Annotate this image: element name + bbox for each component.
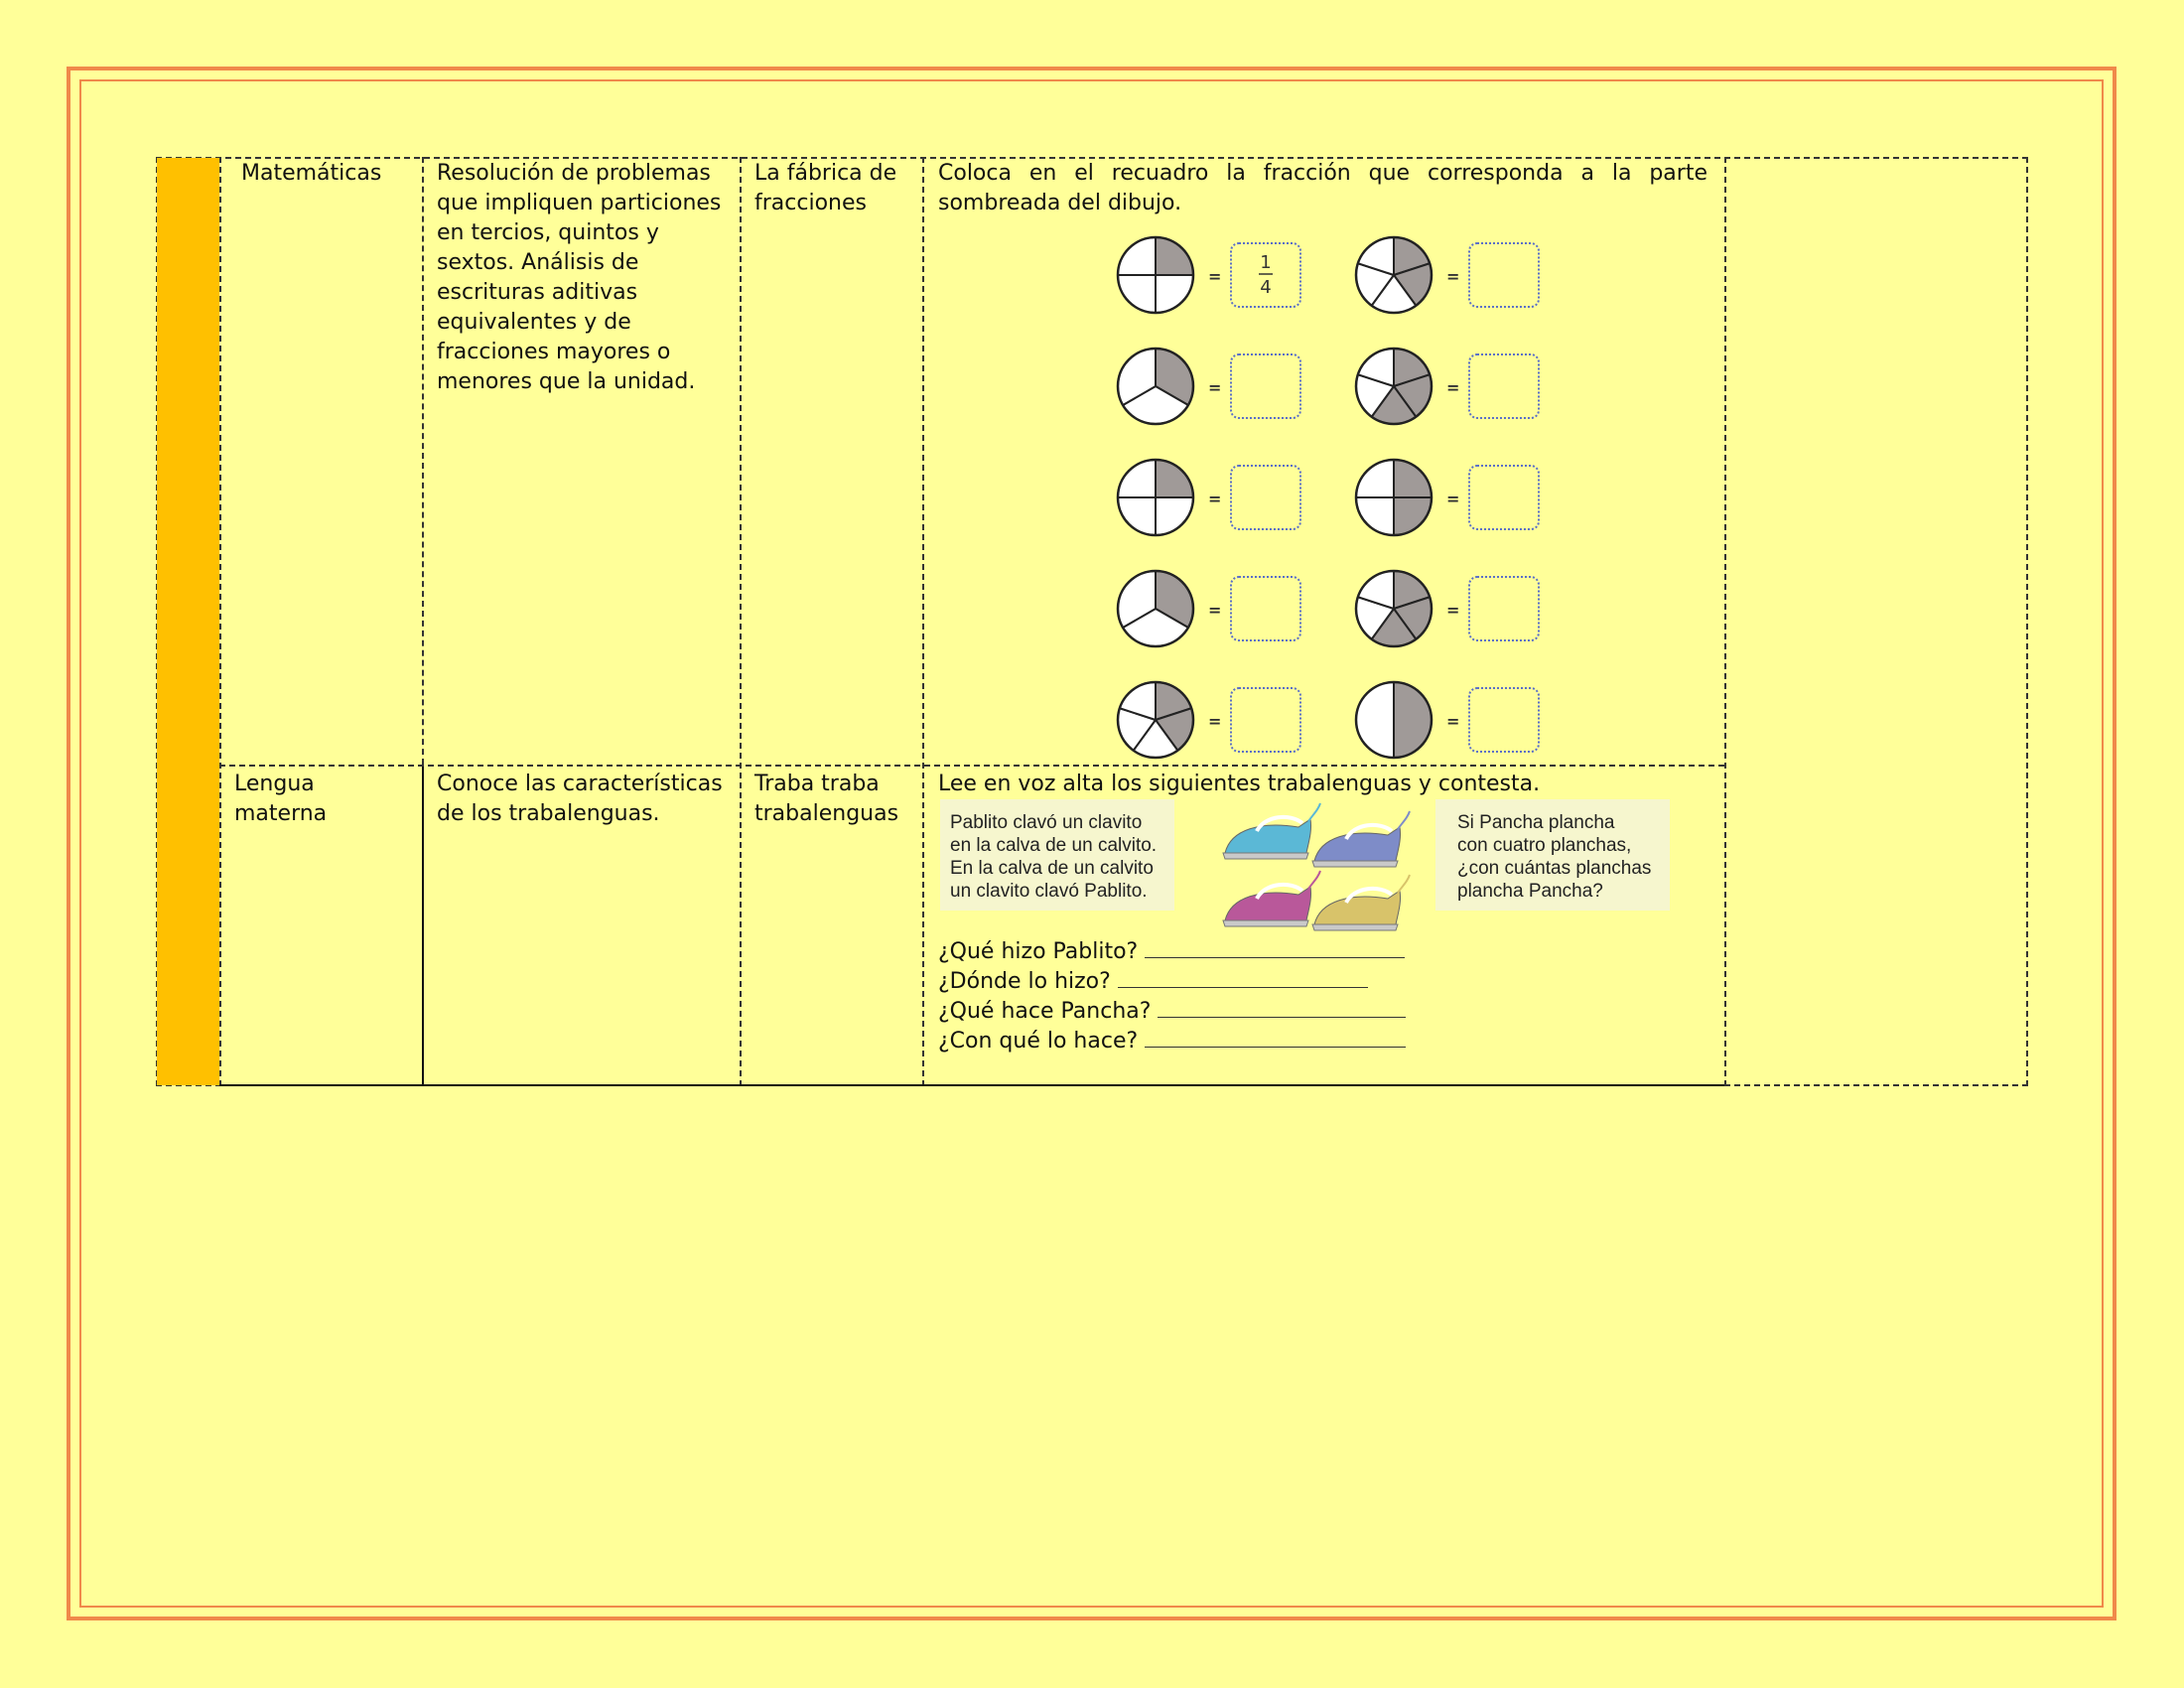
tongue-twister-line: En la calva de un calvito (950, 858, 1154, 879)
fraction-circle-icon (1112, 233, 1310, 317)
fraction-circle-icon (1350, 678, 1549, 762)
table-bottom-line (219, 1084, 1724, 1086)
fraction-item (1112, 345, 1310, 428)
question-text: ¿Con qué lo hace? (938, 1029, 1139, 1054)
fraction-item (1112, 567, 1310, 650)
fraction-circle-icon (1350, 233, 1549, 317)
fraction-exercise-grid (1112, 233, 1559, 760)
iron-icon (1223, 803, 1320, 859)
learning-math: Resolución de problemas que impliquen particiones en tercios, quintos y sextos. Análisis de escrituras aditivas equivalentes y de fracciones mayores o menores que la unidad. (437, 161, 722, 394)
subject-language: Lengua materna (234, 772, 328, 826)
instruction-language: Lee en voz alta los siguientes trabalenguas y contesta. (938, 772, 1541, 796)
question-2 (938, 965, 1368, 997)
fraction-item (1112, 456, 1310, 539)
tongue-twister-line: Pablito clavó un clavito (950, 812, 1143, 833)
fraction-circle-icon (1112, 345, 1310, 428)
fraction-item (1112, 233, 1310, 317)
equals-sign: = (1446, 378, 1460, 397)
question-1 (938, 935, 1405, 967)
tongue-twister-pancha (1435, 799, 1670, 911)
answer-box[interactable] (1469, 466, 1539, 529)
answer-box[interactable] (1231, 466, 1300, 529)
learning-language: Conoce las características de los trabalenguas. (437, 772, 723, 826)
equals-sign: = (1208, 712, 1222, 731)
table-side-stripe (157, 158, 219, 1085)
fraction-circle-icon (1350, 567, 1549, 650)
fraction-circle-icon (1112, 678, 1310, 762)
column-divider (422, 765, 424, 1086)
answer-box[interactable] (1231, 688, 1300, 752)
tongue-twister-line: Si Pancha plancha (1457, 812, 1615, 833)
answer-box[interactable] (1231, 577, 1300, 640)
answer-box[interactable] (1469, 243, 1539, 307)
tongue-twister-pablito (940, 799, 1174, 911)
tongue-twister-line: en la calva de un calvito. (950, 835, 1158, 856)
equals-sign: = (1446, 490, 1460, 508)
answer-box[interactable] (1231, 354, 1300, 418)
answer-box[interactable] (1469, 354, 1539, 418)
question-3 (938, 995, 1406, 1027)
question-4 (938, 1025, 1406, 1056)
irons-illustration (1216, 799, 1415, 938)
equals-sign: = (1208, 490, 1222, 508)
tongue-twister-line: ¿con cuántas planchas (1457, 858, 1652, 879)
column-divider (422, 157, 424, 765)
fraction-item (1350, 678, 1549, 762)
fraction-item (1350, 345, 1549, 428)
fraction-item (1112, 678, 1310, 762)
fraction-item (1350, 233, 1549, 317)
question-text: ¿Dónde lo hizo? (938, 969, 1111, 994)
fraction-item (1350, 456, 1549, 539)
answer-box[interactable] (1469, 577, 1539, 640)
shaded-sector (1394, 682, 1432, 758)
iron-icon (1312, 811, 1410, 867)
tongue-twister-line: plancha Pancha? (1457, 881, 1603, 902)
activity-language: Traba traba trabalenguas (754, 772, 899, 826)
fraction-circle-icon (1112, 567, 1310, 650)
instruction-math: Coloca en el recuadro la fracción que corresponda a la parte sombreada del dibujo. (938, 161, 1707, 215)
equals-sign: = (1208, 601, 1222, 620)
fraction-circle-icon (1350, 456, 1549, 539)
answer-blank[interactable] (1118, 965, 1368, 988)
fraction-circle-icon (1350, 345, 1549, 428)
row-divider (219, 765, 1724, 767)
question-text: ¿Qué hizo Pablito? (938, 939, 1139, 964)
fraction-numerator: 1 (1260, 252, 1272, 273)
tongue-twister-line: un clavito clavó Pablito. (950, 881, 1148, 902)
equals-sign: = (1446, 712, 1460, 731)
iron-icon (1312, 875, 1410, 930)
tongue-twister-line: con cuatro planchas, (1457, 835, 1632, 856)
subject-math: Matemáticas (241, 161, 382, 186)
answer-blank[interactable] (1145, 1025, 1406, 1048)
fraction-denominator: 4 (1260, 277, 1272, 298)
activity-math: La fábrica de fracciones (754, 161, 897, 215)
equals-sign: = (1446, 267, 1460, 286)
fraction-item (1350, 567, 1549, 650)
answer-box[interactable] (1469, 688, 1539, 752)
column-divider (740, 157, 742, 1086)
column-divider (219, 157, 221, 1086)
unshaded-sector (1356, 682, 1394, 758)
equals-sign: = (1446, 601, 1460, 620)
question-text: ¿Qué hace Pancha? (938, 999, 1152, 1024)
column-divider (922, 157, 924, 1086)
equals-sign: = (1208, 378, 1222, 397)
answer-blank[interactable] (1158, 995, 1406, 1018)
answer-blank[interactable] (1145, 935, 1405, 958)
column-divider (1724, 157, 1726, 1086)
iron-icon (1223, 871, 1320, 926)
fraction-circle-icon (1112, 456, 1310, 539)
equals-sign: = (1208, 267, 1222, 286)
